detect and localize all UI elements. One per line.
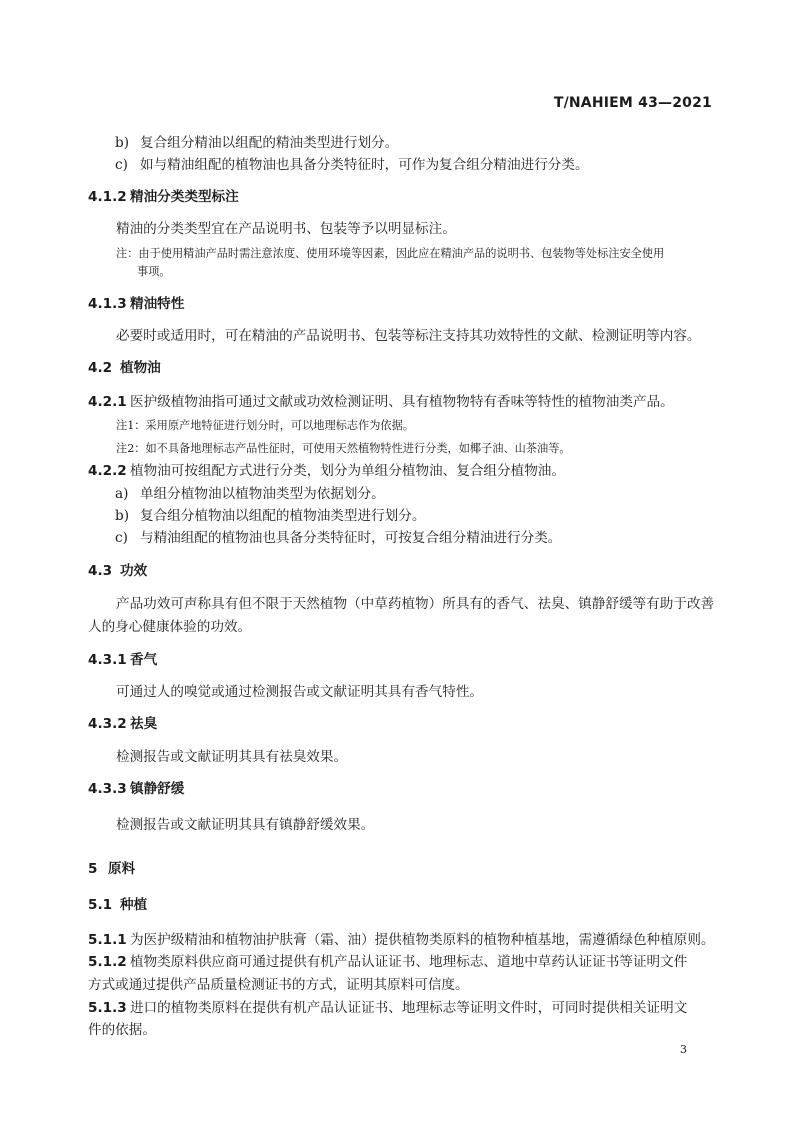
- paragraph: 可通过人的嗅觉或通过检测报告或文献证明其具有香气特性。: [116, 684, 484, 700]
- note-text: 注：由于使用精油产品时需注意浓度、使用环境等因素，因此应在精油产品的说明书、包装物等处标注安全使用: [116, 247, 665, 260]
- clause-title: 祛臭: [130, 716, 158, 732]
- clause-text: 方式或通过提供产品质量检测证书的方式，证明其原料可信度。: [88, 977, 469, 993]
- clause-title: 植物油: [120, 360, 161, 376]
- clause-text: 医护级植物油指可通过文献或功效检测证明、具有植物物特有香味等特性的植物油类产品。: [130, 394, 674, 410]
- list-marker: c): [115, 157, 128, 173]
- paragraph-line: 产品功效可声称具有但不限于天然植物（中草药植物）所具有的香气、祛臭、镇静舒缓等有助于改善: [116, 596, 715, 612]
- list-marker: b): [115, 135, 130, 151]
- list-marker: a): [115, 486, 129, 502]
- note-text: 注2：如不具备地理标志产品性征时，可使用天然植物特性进行分类，如椰子油、山茶油等。: [116, 442, 571, 455]
- clause-text: 植物类原料供应商可通过提供有机产品认证证书、地理标志、道地中草药认证证书等证明文件: [130, 954, 688, 970]
- note-text: 事项。: [137, 265, 171, 278]
- paragraph-line: 人的身心健康体验的功效。: [88, 619, 252, 635]
- clause-text: 件的依据。: [88, 1022, 156, 1038]
- clause-number: 4.1.2: [88, 189, 127, 205]
- list-item: 复合组分植物油以组配的植物油类型进行划分。: [140, 508, 426, 524]
- clause-number: 4.2.1: [88, 394, 127, 410]
- clause-text: 植物油可按组配方式进行分类，划分为单组分植物油、复合组分植物油。: [130, 463, 565, 479]
- clause-title: 功效: [120, 563, 148, 579]
- paragraph: 检测报告或文献证明其具有祛臭效果。: [116, 749, 348, 765]
- list-item: 单组分植物油以植物油类型为依据划分。: [140, 486, 385, 502]
- paragraph: 检测报告或文献证明其具有镇静舒缓效果。: [116, 817, 375, 833]
- clause-number: 4.3.3: [88, 781, 127, 797]
- clause-number: 4.3.2: [88, 716, 127, 732]
- clause-title: 精油分类类型标注: [130, 189, 239, 205]
- paragraph: 必要时或适用时，可在精油的产品说明书、包装等标注支持其功效特性的文献、检测证明等内容。: [116, 328, 701, 344]
- clause-title: 精油特性: [130, 296, 185, 312]
- clause-number: 4.3: [88, 563, 113, 579]
- paragraph: 精油的分类类型宜在产品说明书、包装等予以明显标注。: [116, 221, 456, 237]
- clause-number: 4.3.1: [88, 652, 127, 668]
- clause-title: 种植: [120, 897, 148, 913]
- clause-title: 镇静舒缓: [130, 781, 185, 797]
- list-item: 如与精油组配的植物油也具备分类特征时，可作为复合组分精油进行分类。: [140, 157, 589, 173]
- list-item: 复合组分精油以组配的精油类型进行划分。: [140, 135, 399, 151]
- clause-number: 5.1.1: [88, 932, 127, 948]
- clause-number: 5.1: [88, 897, 113, 913]
- document-id: T/NAHIEM 43—2021: [553, 95, 712, 111]
- clause-number: 4.1.3: [88, 296, 127, 312]
- page-number: 3: [680, 1043, 687, 1056]
- clause-text: 进口的植物类原料在提供有机产品认证证书、地理标志等证明文件时，可同时提供相关证明文: [130, 1000, 688, 1016]
- chapter-number: 5: [88, 861, 98, 877]
- clause-number: 4.2.2: [88, 463, 127, 479]
- clause-text: 为医护级精油和植物油护肤膏（霜、油）提供植物类原料的植物种植基地，需遵循绿色种植原则。: [130, 932, 715, 948]
- chapter-title: 原料: [108, 861, 136, 877]
- note-text: 注1：采用原产地特征进行划分时，可以地理标志作为依据。: [116, 419, 414, 432]
- clause-number: 5.1.3: [88, 1000, 127, 1016]
- list-marker: b): [115, 508, 130, 524]
- list-item: 与精油组配的植物油也具备分类特征时，可按复合组分精油进行分类。: [140, 530, 562, 546]
- list-marker: c): [115, 530, 128, 546]
- clause-number: 5.1.2: [88, 954, 127, 970]
- clause-title: 香气: [130, 652, 158, 668]
- clause-number: 4.2: [88, 360, 113, 376]
